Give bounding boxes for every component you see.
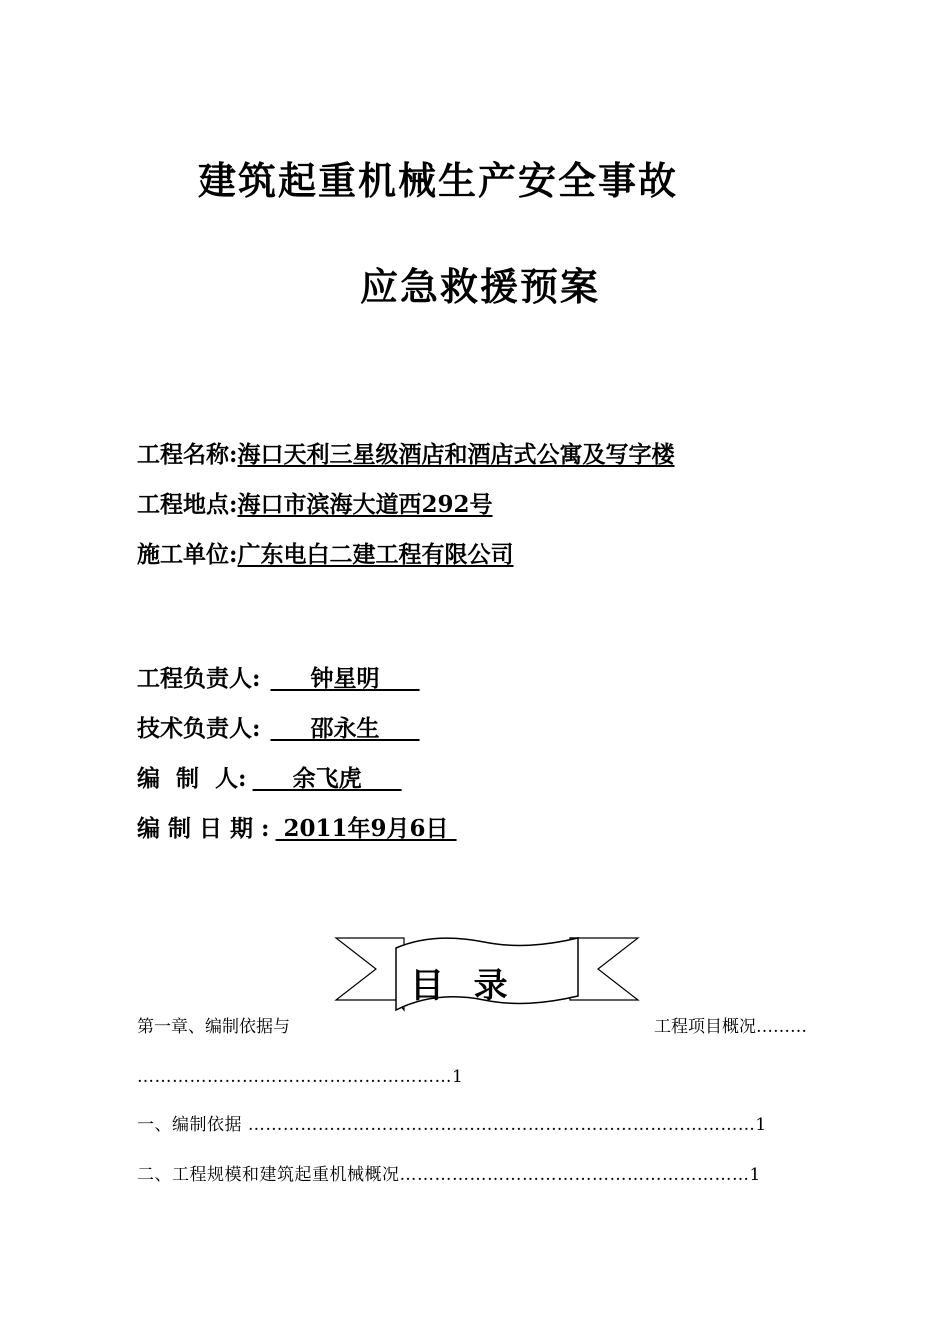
date-value: 2011年9月6日 bbox=[275, 815, 457, 842]
document-title-line-2: 应急救援预案 bbox=[360, 265, 601, 309]
project-name-row bbox=[137, 440, 675, 472]
document-title-line-1: 建筑起重机械生产安全事故 bbox=[198, 159, 679, 203]
toc-entry-1-left[interactable]: 第一章、编制依据与 bbox=[137, 1017, 290, 1037]
author-label: 编 制 人: bbox=[137, 765, 247, 792]
project-location-value: 海口市滨海大道西292号 bbox=[237, 491, 493, 518]
toc-entry-1-continuation[interactable]: ………………………………………………1 bbox=[137, 1067, 464, 1087]
toc-entry-1-right[interactable]: 工程项目概况……… bbox=[654, 1017, 807, 1037]
toc-heading: 目 录 bbox=[410, 966, 510, 1006]
manager-row bbox=[137, 664, 420, 696]
project-location-row bbox=[137, 490, 493, 522]
contractor-row bbox=[137, 540, 514, 572]
toc-entry-3[interactable]: 二、工程规模和建筑起重机械概况……………………………………………………1 bbox=[137, 1165, 761, 1185]
project-name-label: 工程名称: bbox=[137, 441, 238, 468]
tech-lead-value: 邵永生 bbox=[270, 715, 420, 742]
tech-lead-row bbox=[137, 714, 420, 746]
date-label: 编 制 日 期 : bbox=[137, 815, 270, 842]
author-row bbox=[137, 764, 402, 796]
manager-label: 工程负责人: bbox=[137, 665, 261, 692]
date-row bbox=[137, 814, 457, 846]
toc-entry-2[interactable]: 一、编制依据 ……………………………………………………………………………1 bbox=[137, 1115, 767, 1135]
project-name-value: 海口天利三星级酒店和酒店式公寓及写字楼 bbox=[237, 441, 675, 468]
tech-lead-label: 技术负责人: bbox=[137, 715, 261, 742]
contractor-value: 广东电白二建工程有限公司 bbox=[237, 541, 514, 568]
project-location-label: 工程地点: bbox=[137, 491, 238, 518]
author-value: 余飞虎 bbox=[252, 765, 402, 792]
manager-value: 钟星明 bbox=[270, 665, 420, 692]
contractor-label: 施工单位: bbox=[137, 541, 238, 568]
